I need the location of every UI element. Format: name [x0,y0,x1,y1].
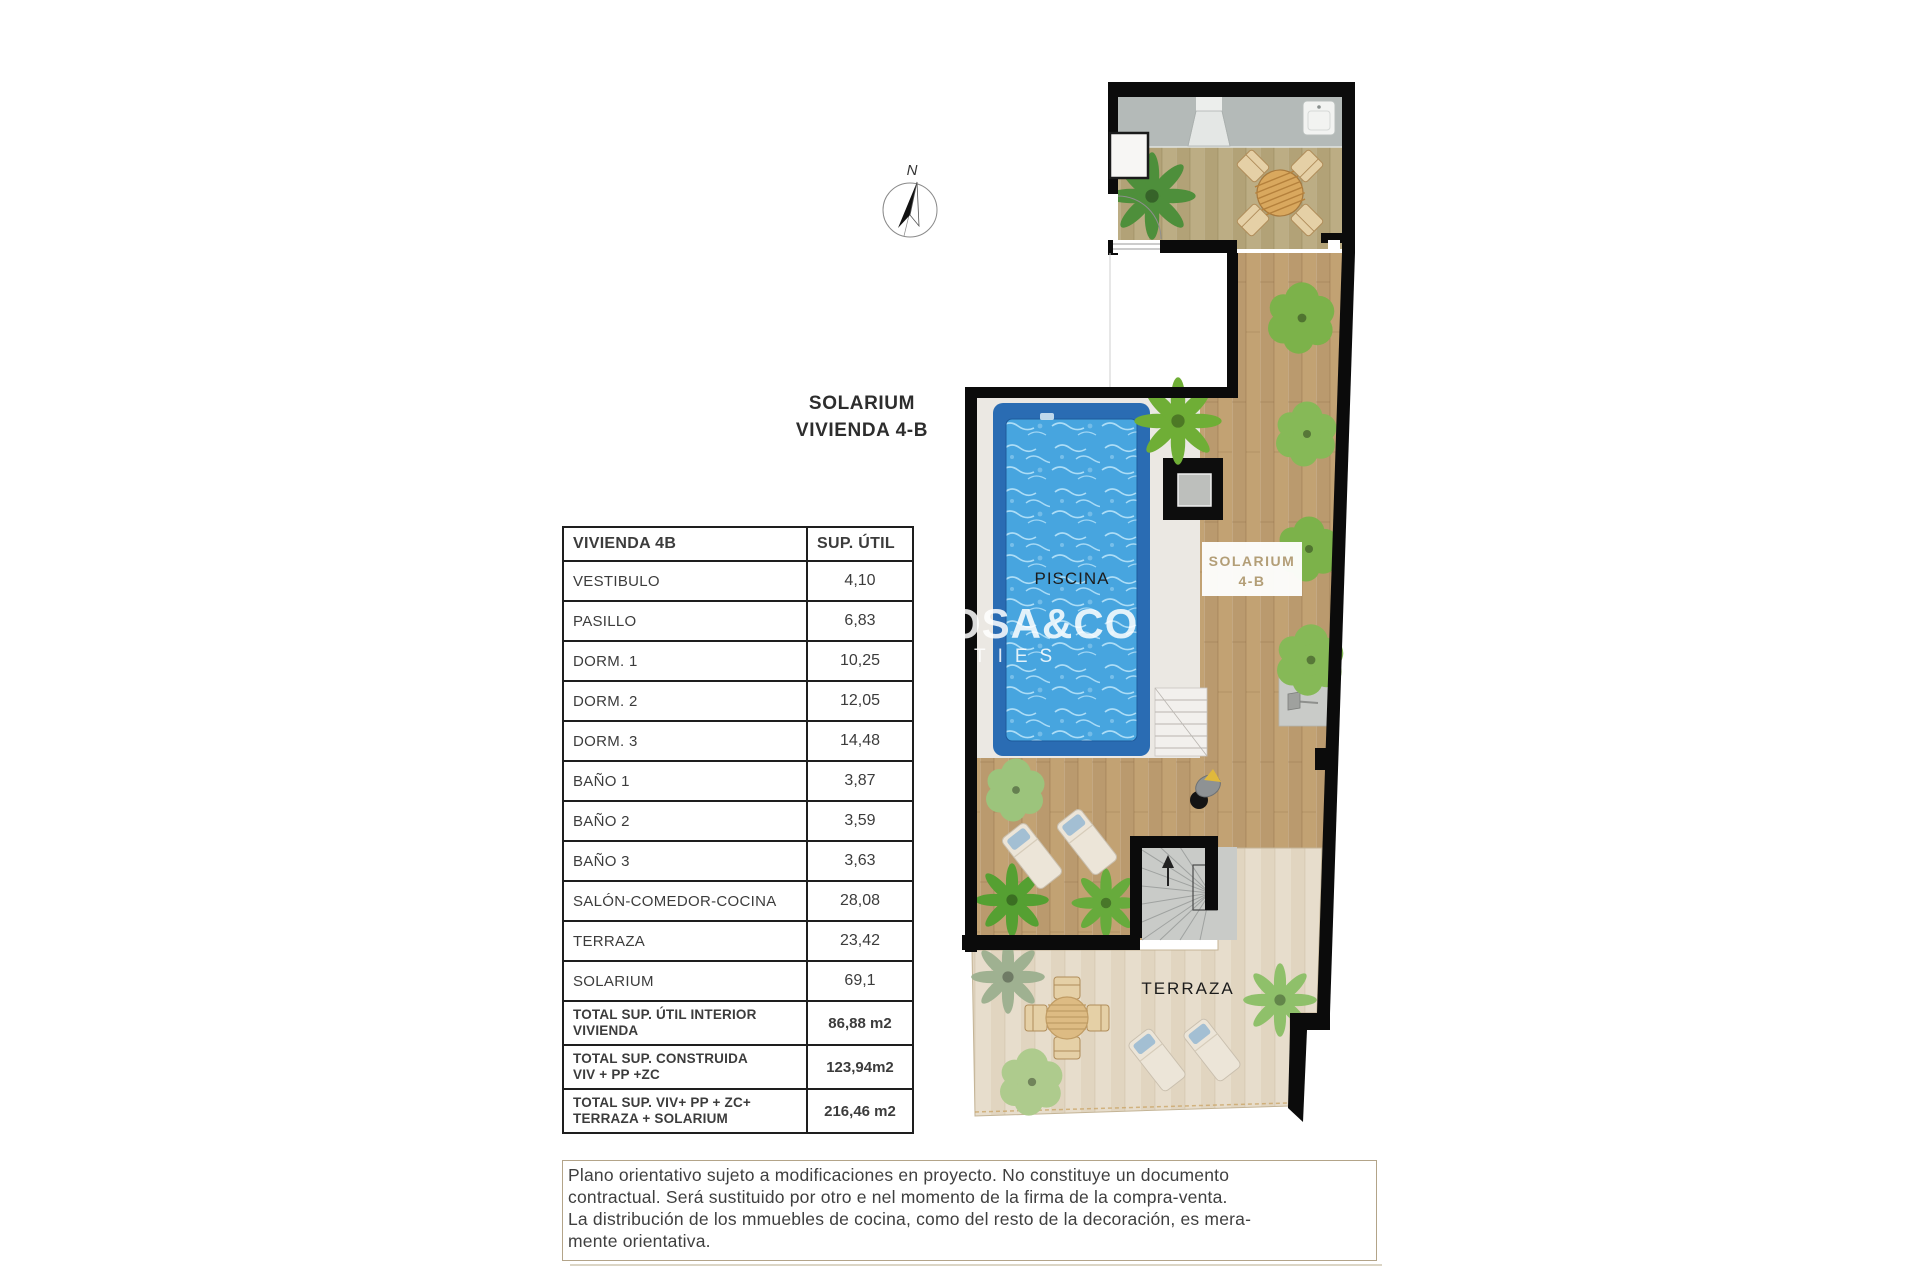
pool-steps [1155,688,1207,756]
page-title-line2: VIVIENDA 4-B [795,420,929,441]
table-total-row [563,1001,913,1045]
label-piscina: PISCINA [1034,569,1110,588]
room-area: 14,48 [807,721,913,761]
room-label: DORM. 1 [563,641,807,681]
window-niche [1110,133,1148,178]
room-label: BAÑO 3 [563,841,807,881]
total-label: TOTAL SUP. ÚTIL INTERIOR VIVIENDA [563,1001,807,1045]
outdoor-shower [1163,458,1223,520]
svg-text:N: N [906,162,918,179]
disclaimer-line: Plano orientativo sujeto a modificaciones en proyecto. No constituye un documento [568,1165,1230,1185]
disclaimer-line: mente orientativa. [568,1231,711,1251]
plant-icon [971,940,1045,1014]
room-area: 3,63 [807,841,913,881]
sink [1303,101,1335,135]
header-name: VIVIENDA 4B [563,527,807,561]
total-label: TOTAL SUP. VIV+ PP + ZC+ TERRAZA + SOLARIUM [563,1089,807,1133]
table-row [563,761,913,801]
table-row [563,921,913,961]
sliding-door-opening [1113,240,1160,253]
table-total-row [563,1045,913,1089]
total-label: TOTAL SUP. CONSTRUIDA VIV + PP +ZC [563,1045,807,1089]
pool-skimmer [1040,413,1054,420]
room-label: DORM. 3 [563,721,807,761]
table-row [563,601,913,641]
table-row [563,681,913,721]
table-total-row [563,1089,913,1133]
table-row [563,961,913,1001]
label-terraza: TERRAZA [1141,979,1235,998]
svg-text:SOLARIUM: SOLARIUM [1208,553,1296,569]
table-row [563,841,913,881]
areas-table [562,526,914,1134]
table-row [563,801,913,841]
room-label: TERRAZA [563,921,807,961]
table-row [563,641,913,681]
room-area: 10,25 [807,641,913,681]
disclaimer-shadow [570,1264,1382,1266]
watermark-line2: TIES [974,646,1065,667]
room-label: DORM. 2 [563,681,807,721]
label-solarium-box [1202,542,1302,596]
room-area: 4,10 [807,561,913,601]
room-label: PASILLO [563,601,807,641]
room-area: 28,08 [807,881,913,921]
total-area: 123,94m2 [807,1045,913,1089]
areas-table-header [563,527,913,561]
room-area: 69,1 [807,961,913,1001]
room-label: SOLARIUM [563,961,807,1001]
table-row [563,721,913,761]
disclaimer-line: La distribución de los mmuebles de cocina, como del resto de la decoración, es mera- [568,1209,1252,1229]
watermark-line1: OSA&CO [948,600,1139,647]
floor-plan [900,60,1370,1140]
page-title-line1: SOLARIUM [808,393,916,414]
room-area: 23,42 [807,921,913,961]
disclaimer-box [562,1160,1377,1261]
svg-text:4-B: 4-B [1238,573,1266,589]
room-label: BAÑO 1 [563,761,807,801]
room-label: SALÓN-COMEDOR-COCINA [563,881,807,921]
total-area: 86,88 m2 [807,1001,913,1045]
room-area: 12,05 [807,681,913,721]
room-label: VESTIBULO [563,561,807,601]
room-area: 3,87 [807,761,913,801]
room-area: 6,83 [807,601,913,641]
table-row [563,561,913,601]
table-row [563,881,913,921]
total-area: 216,46 m2 [807,1089,913,1133]
room-label: BAÑO 2 [563,801,807,841]
disclaimer-line: contractual. Será sustituido por otro e nel momento de la firma de la compra-venta. [568,1187,1228,1207]
room-area: 3,59 [807,801,913,841]
header-area: SUP. ÚTIL [807,527,913,561]
